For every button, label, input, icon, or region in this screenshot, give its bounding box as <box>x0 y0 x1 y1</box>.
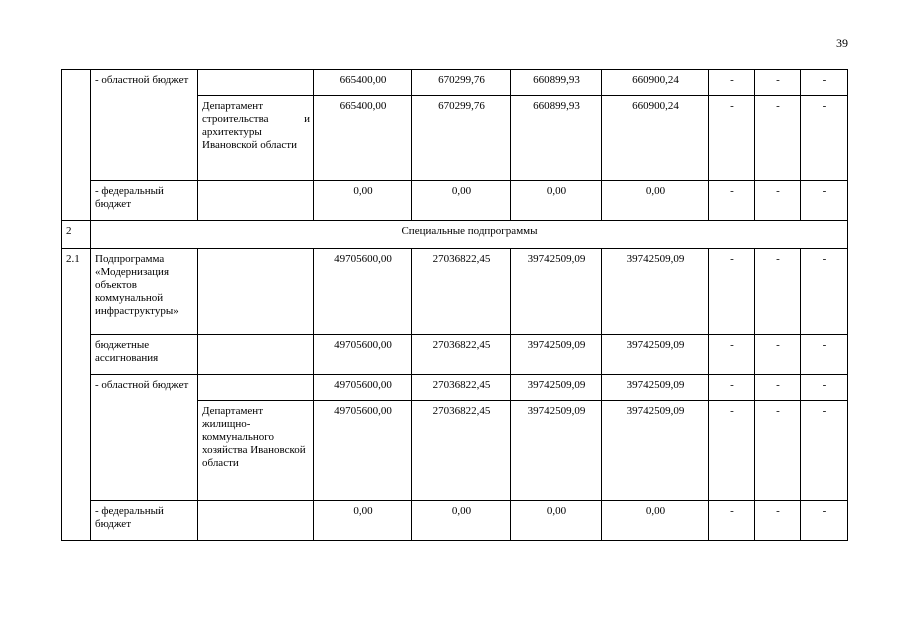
dash-cell: - <box>755 249 801 335</box>
dash-cell: - <box>801 70 848 96</box>
source-cell: - федеральный бюджет <box>91 181 198 221</box>
value-cell: 0,00 <box>412 181 511 221</box>
source-cell: - областной бюджет <box>91 375 198 501</box>
row-number-cell: 2.1 <box>62 249 91 541</box>
subprogram-name: Подпрограмма «Модернизация объектов коммунальной инфраструктуры» <box>91 249 198 335</box>
dash-cell: - <box>755 375 801 401</box>
value-cell: 27036822,45 <box>412 249 511 335</box>
executor-cell <box>198 249 314 335</box>
dash-cell: - <box>709 335 755 375</box>
dash-cell: - <box>801 401 848 501</box>
dash-cell: - <box>755 96 801 181</box>
table-row <box>62 501 848 541</box>
table-row <box>62 221 848 249</box>
table-row <box>62 375 848 401</box>
value-cell: 665400,00 <box>314 96 412 181</box>
value-cell: 39742509,09 <box>511 249 602 335</box>
value-cell: 27036822,45 <box>412 401 511 501</box>
value-cell: 0,00 <box>314 501 412 541</box>
dash-cell: - <box>709 96 755 181</box>
table-row <box>62 335 848 375</box>
value-cell: 49705600,00 <box>314 401 412 501</box>
value-cell: 49705600,00 <box>314 335 412 375</box>
value-cell: 0,00 <box>602 181 709 221</box>
dash-cell: - <box>755 335 801 375</box>
value-cell: 660900,24 <box>602 96 709 181</box>
value-cell: 660899,93 <box>511 96 602 181</box>
value-cell: 670299,76 <box>412 96 511 181</box>
value-cell: 39742509,09 <box>602 249 709 335</box>
source-cell: - областной бюджет <box>91 70 198 181</box>
value-cell: 660900,24 <box>602 70 709 96</box>
budget-table <box>61 69 848 541</box>
value-cell: 39742509,09 <box>511 401 602 501</box>
page-number: 39 <box>836 36 848 50</box>
dash-cell: - <box>801 181 848 221</box>
executor-cell: Департамент жилищно-коммунального хозяйства Ивановской области <box>198 401 314 501</box>
value-cell: 27036822,45 <box>412 335 511 375</box>
dash-cell: - <box>709 249 755 335</box>
dash-cell: - <box>801 375 848 401</box>
value-cell: 27036822,45 <box>412 375 511 401</box>
value-cell: 0,00 <box>314 181 412 221</box>
dash-cell: - <box>755 401 801 501</box>
value-cell: 39742509,09 <box>602 401 709 501</box>
value-cell: 665400,00 <box>314 70 412 96</box>
table-row <box>62 70 848 96</box>
row-number-cell <box>62 70 91 221</box>
table-row <box>62 181 848 221</box>
executor-cell <box>198 375 314 401</box>
executor-cell <box>198 501 314 541</box>
dash-cell: - <box>801 501 848 541</box>
row-number-cell: 2 <box>62 221 91 249</box>
dash-cell: - <box>801 249 848 335</box>
source-cell: бюджетные ассигнования <box>91 335 198 375</box>
value-cell: 39742509,09 <box>602 335 709 375</box>
value-cell: 0,00 <box>412 501 511 541</box>
section-title: Специальные подпрограммы <box>91 221 848 249</box>
source-cell: - федеральный бюджет <box>91 501 198 541</box>
dash-cell: - <box>709 181 755 221</box>
value-cell: 39742509,09 <box>511 335 602 375</box>
value-cell: 0,00 <box>511 181 602 221</box>
executor-cell: Департамент строительства и архитектуры Ивановской области <box>198 96 314 181</box>
value-cell: 670299,76 <box>412 70 511 96</box>
table-row <box>62 249 848 335</box>
value-cell: 0,00 <box>602 501 709 541</box>
dash-cell: - <box>755 501 801 541</box>
value-cell: 49705600,00 <box>314 249 412 335</box>
value-cell: 49705600,00 <box>314 375 412 401</box>
dash-cell: - <box>709 70 755 96</box>
dash-cell: - <box>709 501 755 541</box>
value-cell: 39742509,09 <box>511 375 602 401</box>
executor-cell <box>198 335 314 375</box>
value-cell: 39742509,09 <box>602 375 709 401</box>
executor-cell <box>198 70 314 96</box>
dash-cell: - <box>801 335 848 375</box>
value-cell: 660899,93 <box>511 70 602 96</box>
dash-cell: - <box>755 181 801 221</box>
value-cell: 0,00 <box>511 501 602 541</box>
dash-cell: - <box>801 96 848 181</box>
dash-cell: - <box>709 401 755 501</box>
dash-cell: - <box>709 375 755 401</box>
dash-cell: - <box>755 70 801 96</box>
executor-cell <box>198 181 314 221</box>
